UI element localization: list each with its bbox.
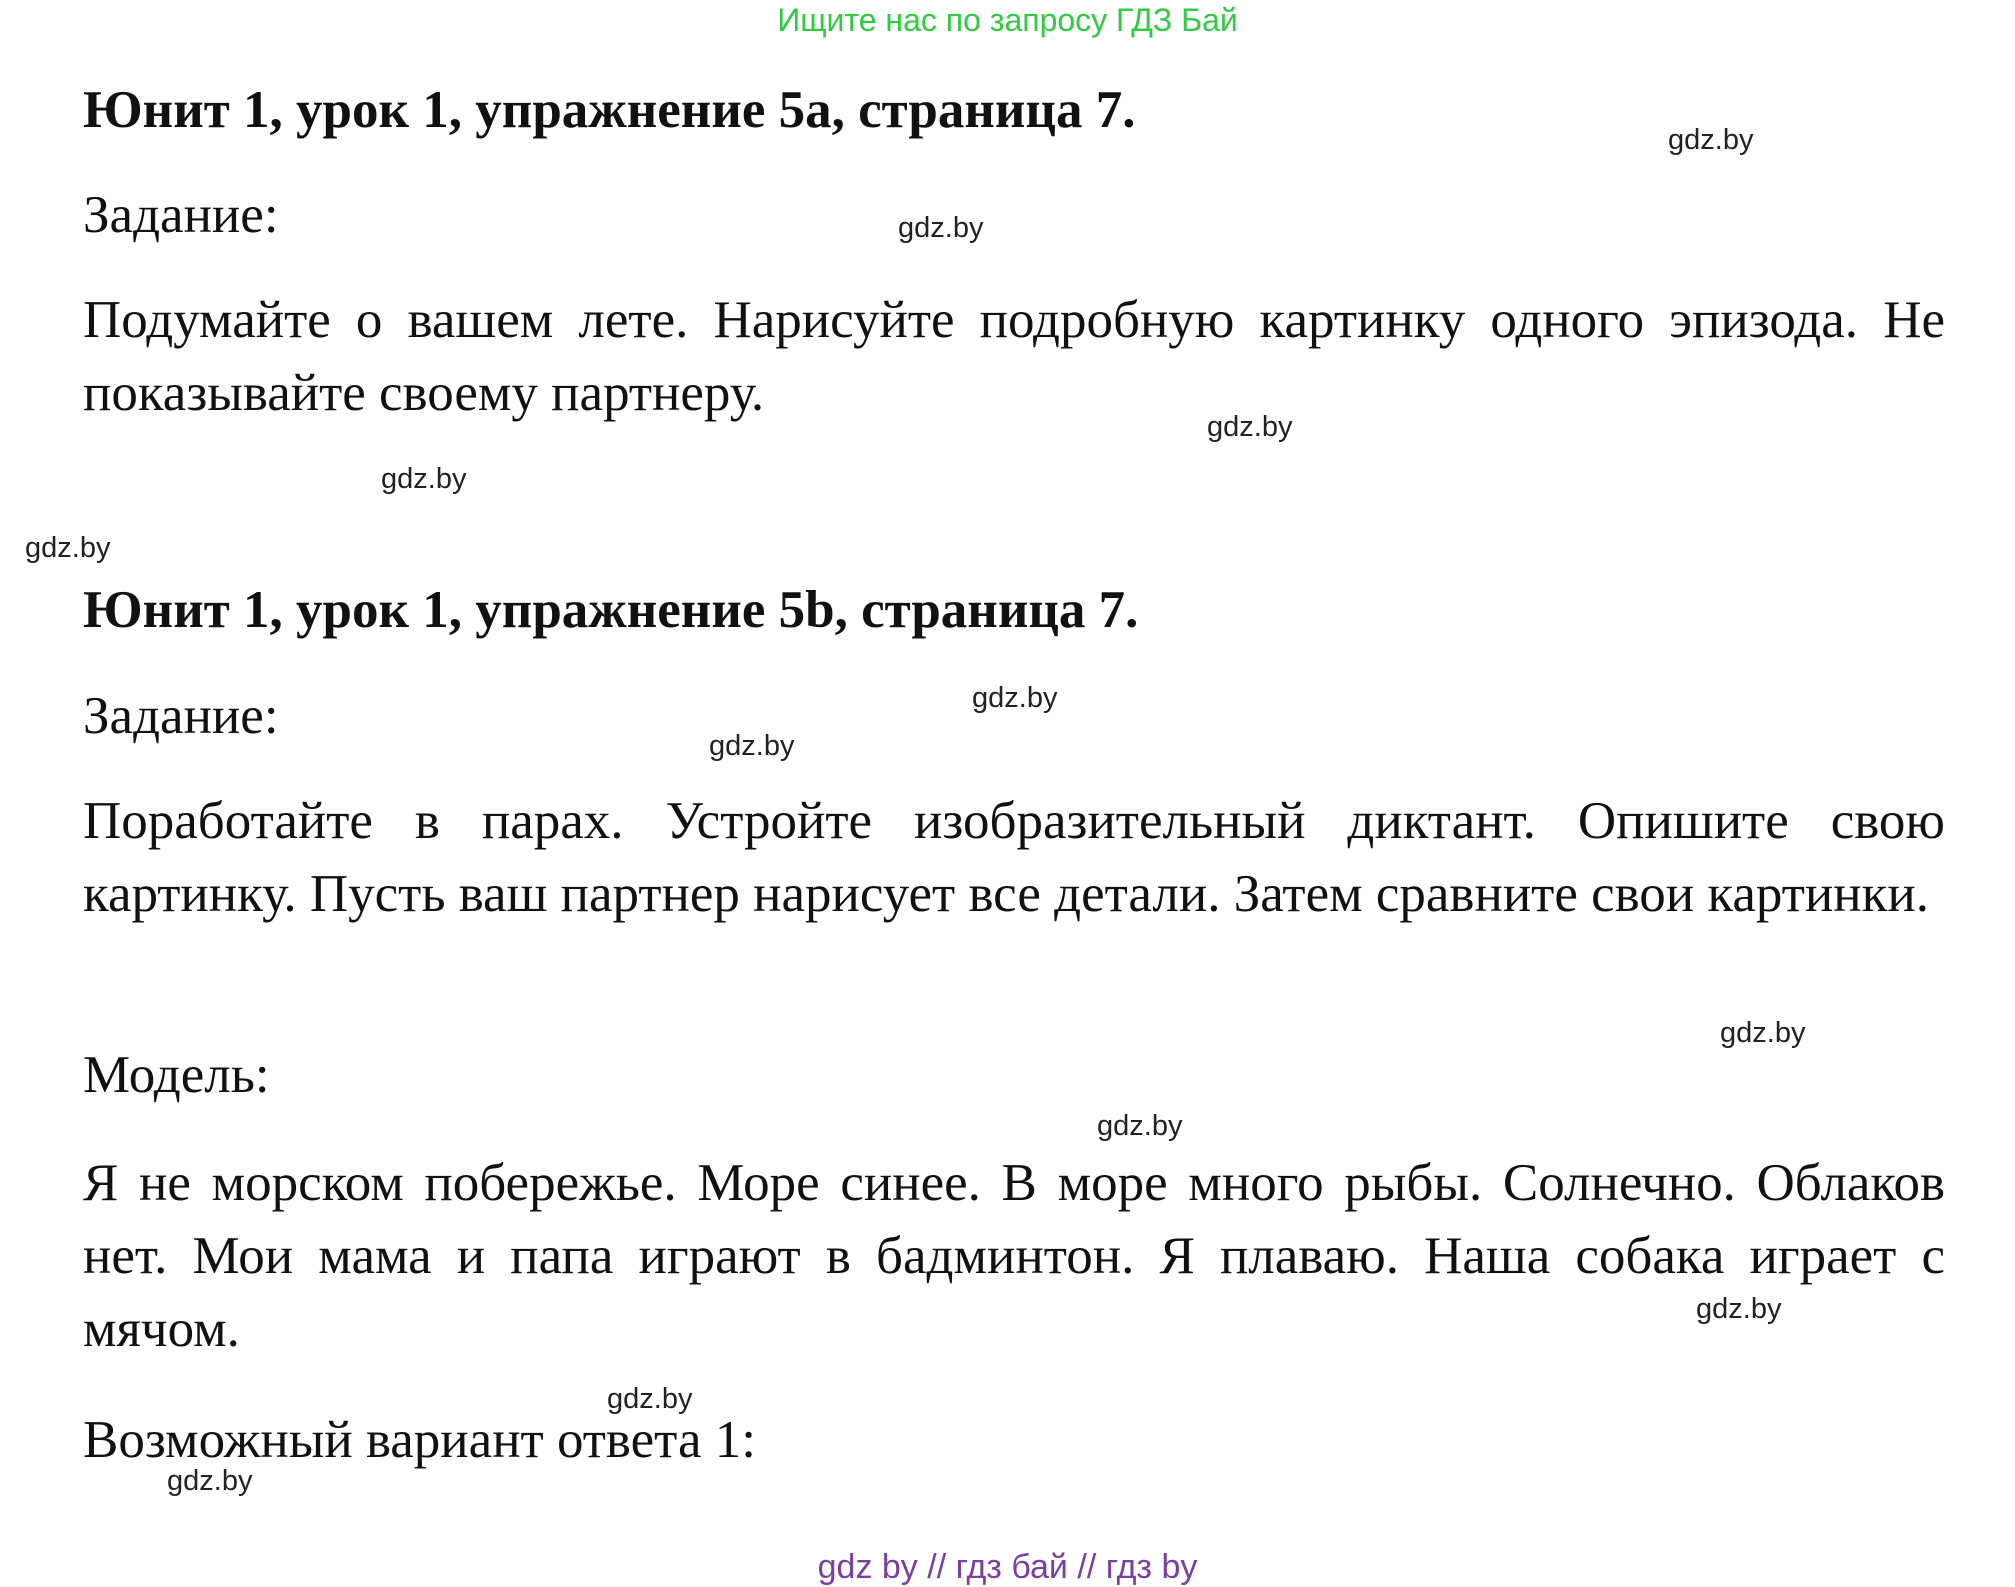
watermark: gdz.by [1207, 411, 1293, 443]
watermark: gdz.by [1097, 1110, 1183, 1142]
watermark: gdz.by [1668, 124, 1754, 156]
section-a-task-text: Подумайте о вашем лете. Нарисуйте подробную картинку одного эпизода. Не показывайте своему партнеру. [83, 291, 1945, 422]
footer-links: gdz by // гдз бай // гдз by [817, 1548, 1198, 1586]
section-b-model-text: Я не морском побережье. Море синее. В море много рыбы. Солнечно. Облаков нет. Мои мама и папа играют в бадминтон. Я плаваю. Наша собака играет с мячом. [83, 1154, 1945, 1358]
watermark: gdz.by [1720, 1017, 1806, 1049]
watermark: gdz.by [25, 532, 111, 564]
watermark: gdz.by [898, 212, 984, 244]
section-b-task-label: Задание: [83, 687, 279, 745]
section-b-model-label: Модель: [83, 1046, 270, 1104]
section-a-task-label: Задание: [83, 186, 279, 244]
watermark: gdz.by [709, 730, 795, 762]
section-a-heading: Юнит 1, урок 1, упражнение 5а, страница 7. [83, 81, 1136, 139]
watermark: gdz.by [972, 682, 1058, 714]
section-b-answer-label: Возможный вариант ответа 1: [83, 1411, 756, 1469]
watermark: gdz.by [167, 1465, 253, 1497]
watermark: gdz.by [607, 1383, 693, 1415]
section-b-task-text: Поработайте в парах. Устройте изобразительный диктант. Опишите свою картинку. Пусть ваш партнер нарисует все детали. Затем сравните свои картинки. [83, 792, 1945, 923]
watermark: gdz.by [1696, 1293, 1782, 1325]
section-b-heading: Юнит 1, урок 1, упражнение 5b, страница 7. [83, 581, 1139, 639]
watermark: gdz.by [381, 463, 467, 495]
top-banner: Ищите нас по запросу ГДЗ Бай [777, 2, 1238, 38]
